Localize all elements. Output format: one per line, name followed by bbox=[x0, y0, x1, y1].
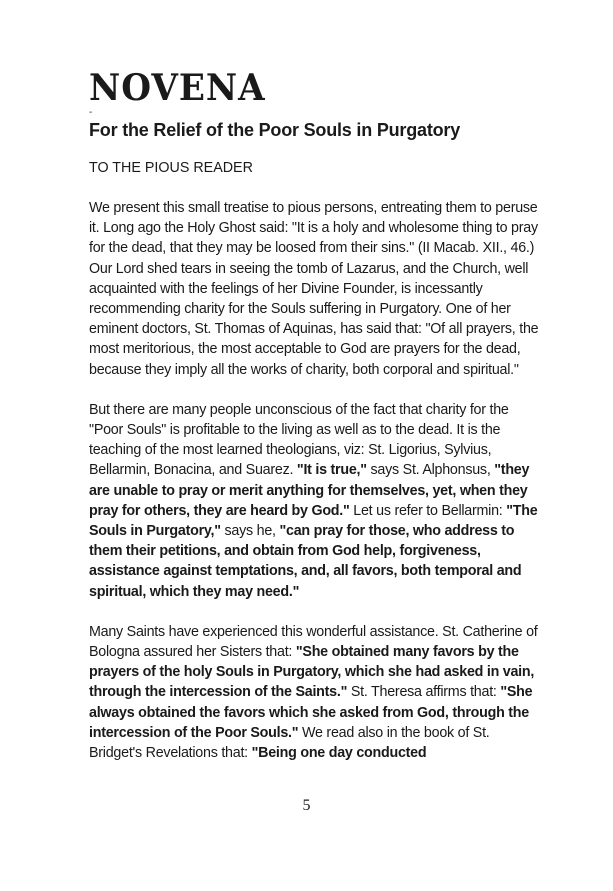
paragraph-2-text-2: says St. Alphonsus, bbox=[366, 462, 495, 479]
paragraph-3 bbox=[89, 622, 545, 763]
page-number: 5 bbox=[302, 797, 311, 814]
paragraph-2-quote-2: "they are unable to pray or merit anything for themselves, yet, when they pray for others, they are heard by God." bbox=[89, 462, 530, 519]
paragraph-3-quote-2: "She always obtained the favors which she asked from God, through the intercession of the Poor Souls." bbox=[89, 684, 533, 741]
paragraph-2 bbox=[89, 400, 545, 602]
paragraph-2-quote-1: "It is true," bbox=[296, 462, 367, 479]
paragraph-2-text-3: Let us refer to Bellarmin: bbox=[349, 502, 507, 519]
paragraph-2-quote-3: "The Souls in Purgatory," bbox=[89, 502, 538, 540]
paragraph-1-text: We present this small treatise to pious persons, entreating them to peruse it. Long ago the Holy Ghost said: "It is a holy and wholesome thing to pray for the dead, that they may be loosed from their sins." (II Macab. XII., 46.) Our Lord shed tears in seeing the tomb of Lazarus, and the Church, well acquainted with the feelings of her Divine Founder, is incessantly recommending charity for the Souls suffering in Purgatory. One of her eminent doctors, St. Thomas of Aquinas, has said that: "Of all prayers, the most meritorious, the most acceptable to God are prayers for the dead, because they imply all the works of charity, both corporal and spiritual." bbox=[89, 200, 539, 378]
section-heading: TO THE PIOUS READER bbox=[89, 160, 253, 176]
title-mark: - bbox=[89, 107, 93, 118]
paragraph-1 bbox=[89, 198, 545, 380]
document-page bbox=[89, 68, 545, 783]
paragraph-3-text-1: Many Saints have experienced this wonderful assistance. St. Catherine of Bologna assured her Sisters that: bbox=[89, 623, 538, 661]
paragraph-3-quote-1: "She obtained many favors by the prayers of the holy Souls in Purgatory, which she had asked in vain, through the intercession of the Saints." bbox=[89, 644, 535, 701]
document-subtitle: For the Relief of the Poor Souls in Purgatory bbox=[89, 120, 461, 140]
paragraph-3-text-3: We read also in the book of St. Bridget's Revelations that: bbox=[89, 724, 490, 762]
paragraph-3-quote-3: "Being one day conducted bbox=[251, 745, 427, 762]
paragraph-2-text-1: But there are many people unconscious of the fact that charity for the "Poor Souls" is profitable to the living as well as to the dead. It is the teaching of the most learned theologians, viz: St. Ligorius, Sylvius, Bellarmin, Bonacina, and Suarez. bbox=[89, 401, 509, 479]
paragraph-2-quote-4: "can pray for those, who address to them their petitions, and obtain from God help, forgiveness, assistance against temptations, and, all favors, both temporal and spiritual, which they may need." bbox=[89, 523, 522, 600]
document-title: NOVENA bbox=[89, 67, 266, 109]
paragraph-2-text-4: says he, bbox=[220, 523, 280, 540]
paragraph-3-text-2: St. Theresa affirms that: bbox=[347, 684, 501, 701]
